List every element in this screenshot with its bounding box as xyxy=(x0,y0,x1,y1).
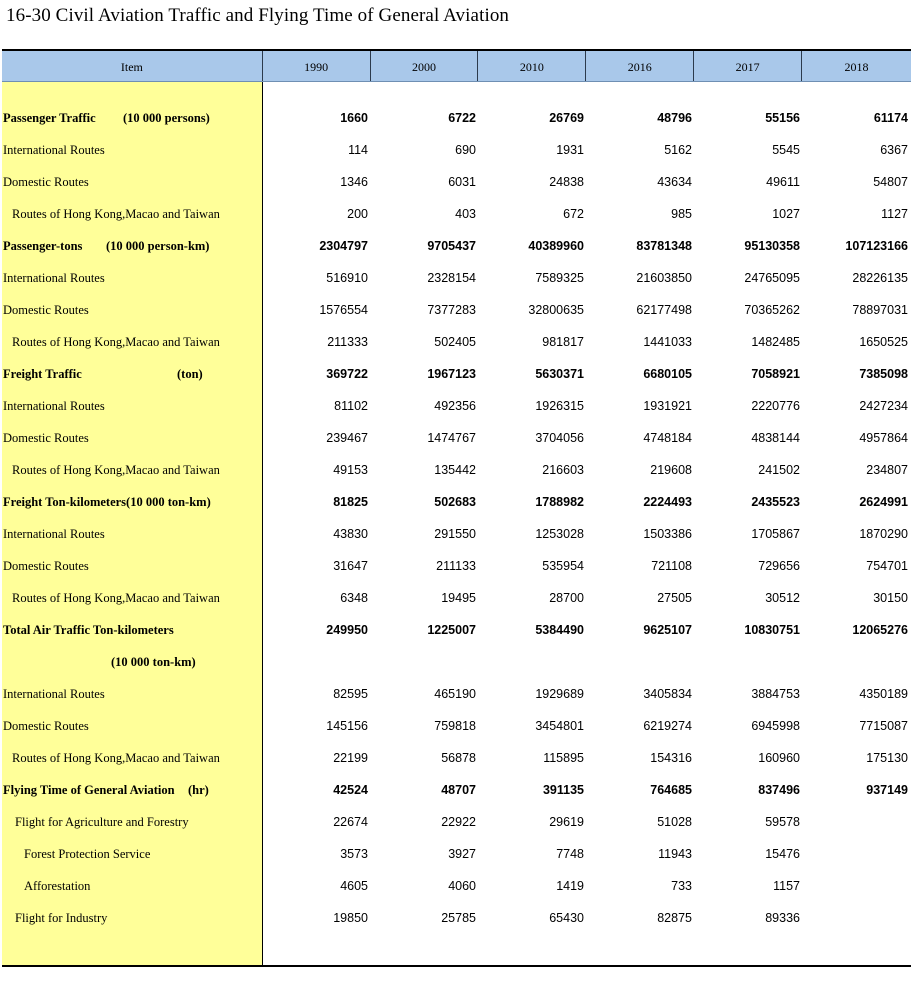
row-label xyxy=(3,134,105,166)
row-label-text: Domestic Routes xyxy=(3,719,89,733)
table-header xyxy=(2,51,911,82)
cell-2000: 6031 xyxy=(448,175,476,189)
table-row xyxy=(2,806,911,838)
cell-2010: 672 xyxy=(563,207,584,221)
cell-2016: 48796 xyxy=(657,111,692,125)
cell-1990: 3573 xyxy=(340,847,368,861)
cell-2010: 1929689 xyxy=(535,687,584,701)
table-row xyxy=(2,134,911,166)
row-label xyxy=(3,614,174,646)
cell-2000: 25785 xyxy=(441,911,476,925)
row-label-text: Flight for Industry xyxy=(15,911,108,925)
cell-2017: 59578 xyxy=(765,815,800,829)
cell-2016: 6680105 xyxy=(643,367,692,381)
cell-2016 xyxy=(592,646,692,678)
row-label-text: Flying Time of General Aviation xyxy=(3,783,175,797)
cell-2016: 154316 xyxy=(650,751,692,765)
cell-2000: 48707 xyxy=(441,783,476,797)
cell-2016: 62177498 xyxy=(636,303,692,317)
cell-2018: 7715087 xyxy=(859,719,908,733)
cell-2010: 1931 xyxy=(556,143,584,157)
cell-2010: 28700 xyxy=(549,591,584,605)
cell-2000: 1474767 xyxy=(427,431,476,445)
row-label xyxy=(24,838,150,870)
row-label-text: Freight Ton-kilometers(10 000 ton-km) xyxy=(3,495,211,509)
row-label-text: (10 000 ton-km) xyxy=(111,655,196,669)
cell-2017: 3884753 xyxy=(751,687,800,701)
cell-2018: 2427234 xyxy=(859,399,908,413)
cell-2000: 211133 xyxy=(436,559,476,573)
table-row xyxy=(2,742,911,774)
cell-1990: 211333 xyxy=(327,335,368,349)
cell-2000: 403 xyxy=(455,207,476,221)
cell-2017: 30512 xyxy=(765,591,800,605)
cell-2018: 54807 xyxy=(873,175,908,189)
cell-2017: 5545 xyxy=(772,143,800,157)
cell-2018 xyxy=(808,870,908,902)
row-label-text: International Routes xyxy=(3,399,105,413)
cell-1990: 369722 xyxy=(326,367,368,381)
row-label-text: Afforestation xyxy=(24,879,91,893)
cell-1990: 516910 xyxy=(326,271,368,285)
header-year-1990: 1990 xyxy=(263,51,371,81)
cell-1990: 82595 xyxy=(333,687,368,701)
row-label-text: International Routes xyxy=(3,527,105,541)
table-row xyxy=(2,358,911,390)
cell-2017: 89336 xyxy=(765,911,800,925)
row-label-text: Domestic Routes xyxy=(3,303,89,317)
row-label-text: Passenger Traffic xyxy=(3,111,96,125)
cell-1990: 19850 xyxy=(333,911,368,925)
cell-2018: 4350189 xyxy=(859,687,908,701)
row-label-text: Domestic Routes xyxy=(3,559,89,573)
cell-2000: 22922 xyxy=(441,815,476,829)
row-label xyxy=(3,262,105,294)
cell-2017: 1705867 xyxy=(751,527,800,541)
cell-2000 xyxy=(376,646,476,678)
row-label-text: Routes of Hong Kong,Macao and Taiwan xyxy=(12,335,220,349)
cell-1990: 1660 xyxy=(340,111,368,125)
cell-2016: 82875 xyxy=(657,911,692,925)
cell-2018 xyxy=(808,838,908,870)
cell-2010: 7748 xyxy=(556,847,584,861)
cell-2000: 56878 xyxy=(441,751,476,765)
cell-2018: 28226135 xyxy=(852,271,908,285)
row-label-text: Routes of Hong Kong,Macao and Taiwan xyxy=(12,751,220,765)
cell-2016: 9625107 xyxy=(643,623,692,637)
cell-2017: 49611 xyxy=(766,175,800,189)
cell-2016: 5162 xyxy=(664,143,692,157)
cell-1990: 200 xyxy=(347,207,368,221)
cell-2000: 502683 xyxy=(434,495,476,509)
row-label xyxy=(3,774,209,806)
cell-1990: 2304797 xyxy=(319,239,368,253)
row-label-text: International Routes xyxy=(3,271,105,285)
cell-2010: 535954 xyxy=(542,559,584,573)
table-row xyxy=(2,486,911,518)
row-label xyxy=(24,870,90,902)
row-label xyxy=(15,806,189,838)
table-row xyxy=(2,198,911,230)
cell-2010: 65430 xyxy=(549,911,584,925)
cell-1990: 145156 xyxy=(326,719,368,733)
row-unit: (10 000 person-km) xyxy=(106,239,210,253)
cell-2010: 24838 xyxy=(549,175,584,189)
cell-2010: 40389960 xyxy=(528,239,584,253)
header-year-2017: 2017 xyxy=(694,51,802,81)
cell-2018: 1870290 xyxy=(859,527,908,541)
cell-2017: 55156 xyxy=(765,111,800,125)
cell-2017: 2435523 xyxy=(751,495,800,509)
cell-2018: 30150 xyxy=(873,591,908,605)
row-label xyxy=(3,678,105,710)
cell-1990: 81102 xyxy=(334,399,368,413)
row-label-text: Domestic Routes xyxy=(3,175,89,189)
cell-2017: 1157 xyxy=(773,879,800,893)
cell-2010: 391135 xyxy=(542,783,584,797)
cell-2017: 241502 xyxy=(758,463,800,477)
table-row xyxy=(2,710,911,742)
cell-2016: 1441033 xyxy=(643,335,692,349)
cell-2016: 219608 xyxy=(650,463,692,477)
cell-2016: 6219274 xyxy=(643,719,692,733)
cell-2017: 1482485 xyxy=(751,335,800,349)
header-year-2016: 2016 xyxy=(586,51,694,81)
cell-2017: 1027 xyxy=(772,207,800,221)
table-row xyxy=(2,582,911,614)
cell-2016: 11943 xyxy=(658,847,692,861)
cell-2018: 234807 xyxy=(866,463,908,477)
row-unit: (ton) xyxy=(177,367,203,381)
cell-1990: 22674 xyxy=(333,815,368,829)
row-label xyxy=(3,230,209,262)
cell-2016: 1931921 xyxy=(643,399,692,413)
cell-2017: 10830751 xyxy=(744,623,800,637)
cell-2010: 5630371 xyxy=(535,367,584,381)
cell-2000: 690 xyxy=(455,143,476,157)
row-label-text: Total Air Traffic Ton-kilometers xyxy=(3,623,174,637)
cell-2016: 27505 xyxy=(657,591,692,605)
row-label-text: Routes of Hong Kong,Macao and Taiwan xyxy=(12,207,220,221)
bottom-rule xyxy=(2,965,911,967)
cell-2018: 78897031 xyxy=(852,303,908,317)
row-label xyxy=(111,646,196,678)
cell-2017: 15476 xyxy=(765,847,800,861)
table-body xyxy=(2,102,911,934)
cell-2016: 4748184 xyxy=(643,431,692,445)
table-row xyxy=(2,646,911,678)
cell-2000: 7377283 xyxy=(427,303,476,317)
row-label xyxy=(15,902,107,934)
cell-2018 xyxy=(808,806,908,838)
cell-2017: 729656 xyxy=(758,559,800,573)
row-label-text: Domestic Routes xyxy=(3,431,89,445)
cell-2000: 3927 xyxy=(448,847,476,861)
row-label xyxy=(3,358,203,390)
cell-2010: 981817 xyxy=(542,335,584,349)
table-row xyxy=(2,230,911,262)
table-row xyxy=(2,390,911,422)
cell-2010: 29619 xyxy=(549,815,584,829)
row-label xyxy=(12,742,220,774)
cell-2017: 70365262 xyxy=(744,303,800,317)
cell-2010: 1253028 xyxy=(535,527,584,541)
cell-2016: 83781348 xyxy=(636,239,692,253)
row-label xyxy=(12,454,220,486)
cell-1990: 1346 xyxy=(340,175,368,189)
table-row xyxy=(2,870,911,902)
row-label xyxy=(3,390,105,422)
cell-2018: 754701 xyxy=(866,559,908,573)
row-label xyxy=(12,198,220,230)
cell-2000: 4060 xyxy=(448,879,476,893)
cell-2010: 1788982 xyxy=(535,495,584,509)
row-label-text: Flight for Agriculture and Forestry xyxy=(15,815,189,829)
cell-2000: 6722 xyxy=(448,111,476,125)
cell-2000: 492356 xyxy=(434,399,476,413)
cell-2017: 160960 xyxy=(758,751,800,765)
cell-2010: 32800635 xyxy=(528,303,584,317)
header-item: Item xyxy=(2,51,263,81)
row-label xyxy=(3,486,211,518)
row-label-text: Routes of Hong Kong,Macao and Taiwan xyxy=(12,463,220,477)
cell-2018: 4957864 xyxy=(859,431,908,445)
header-year-2018: 2018 xyxy=(844,60,869,74)
cell-2010: 5384490 xyxy=(535,623,584,637)
page-title: 16-30 Civil Aviation Traffic and Flying Time of General Aviation xyxy=(6,5,510,26)
table-row xyxy=(2,838,911,870)
cell-2016: 985 xyxy=(671,207,692,221)
cell-2018: 1650525 xyxy=(859,335,908,349)
cell-2018: 6367 xyxy=(880,143,908,157)
cell-2010: 1419 xyxy=(556,879,584,893)
row-label xyxy=(3,550,89,582)
cell-2000: 9705437 xyxy=(427,239,476,253)
cell-2017: 95130358 xyxy=(744,239,800,253)
row-label-text: International Routes xyxy=(3,143,105,157)
cell-2010 xyxy=(484,646,584,678)
cell-2018: 937149 xyxy=(866,783,908,797)
table-row xyxy=(2,262,911,294)
table-row xyxy=(2,422,911,454)
cell-2010: 3454801 xyxy=(535,719,584,733)
cell-2016: 764685 xyxy=(650,783,692,797)
cell-2017: 6945998 xyxy=(751,719,800,733)
row-label xyxy=(3,710,89,742)
cell-2000: 1967123 xyxy=(427,367,476,381)
cell-2018 xyxy=(808,902,908,934)
cell-1990 xyxy=(268,646,368,678)
row-unit: (hr) xyxy=(188,783,209,797)
cell-2016: 51028 xyxy=(657,815,692,829)
cell-2018 xyxy=(808,646,908,678)
cell-2000: 502405 xyxy=(434,335,476,349)
cell-2000: 291550 xyxy=(434,527,476,541)
cell-2000: 2328154 xyxy=(427,271,476,285)
cell-2018: 1127 xyxy=(881,207,908,221)
row-label-text: Passenger-tons xyxy=(3,239,83,253)
row-label xyxy=(12,582,220,614)
table-row xyxy=(2,294,911,326)
table-row xyxy=(2,902,911,934)
cell-1990: 42524 xyxy=(333,783,368,797)
cell-2016: 21603850 xyxy=(636,271,692,285)
table-row xyxy=(2,166,911,198)
cell-2018: 12065276 xyxy=(852,623,908,637)
cell-2018: 2624991 xyxy=(859,495,908,509)
cell-1990: 239467 xyxy=(326,431,368,445)
header-year-2000: 2000 xyxy=(371,51,479,81)
cell-2018: 61174 xyxy=(873,111,908,125)
table-row xyxy=(2,454,911,486)
cell-1990: 114 xyxy=(348,143,368,157)
cell-1990: 4605 xyxy=(340,879,368,893)
cell-2016: 2224493 xyxy=(643,495,692,509)
row-label xyxy=(3,294,89,326)
cell-1990: 1576554 xyxy=(319,303,368,317)
row-label xyxy=(12,326,220,358)
cell-2016: 1503386 xyxy=(643,527,692,541)
table-row xyxy=(2,614,911,646)
table-row xyxy=(2,326,911,358)
table-row xyxy=(2,102,911,134)
cell-1990: 6348 xyxy=(340,591,368,605)
cell-2000: 465190 xyxy=(434,687,476,701)
row-label-text: International Routes xyxy=(3,687,105,701)
header-year-2010: 2010 xyxy=(478,51,586,81)
cell-1990: 22199 xyxy=(333,751,368,765)
cell-2016: 3405834 xyxy=(643,687,692,701)
row-label xyxy=(3,422,89,454)
cell-2010: 26769 xyxy=(549,111,584,125)
cell-2010: 3704056 xyxy=(535,431,584,445)
cell-2010: 115895 xyxy=(543,751,584,765)
cell-1990: 249950 xyxy=(326,623,368,637)
cell-2017 xyxy=(700,646,800,678)
cell-2017: 837496 xyxy=(758,783,800,797)
row-unit: (10 000 persons) xyxy=(123,111,210,125)
cell-2017: 24765095 xyxy=(744,271,800,285)
cell-2010: 1926315 xyxy=(535,399,584,413)
cell-2000: 759818 xyxy=(434,719,476,733)
cell-1990: 49153 xyxy=(333,463,368,477)
row-label xyxy=(3,166,89,198)
cell-2018: 7385098 xyxy=(859,367,908,381)
row-label xyxy=(3,102,210,134)
cell-2017: 4838144 xyxy=(751,431,800,445)
table-row xyxy=(2,774,911,806)
cell-1990: 31647 xyxy=(333,559,368,573)
row-label-text: Forest Protection Service xyxy=(24,847,151,861)
cell-2017: 7058921 xyxy=(751,367,800,381)
row-label xyxy=(3,518,105,550)
row-label-text: Routes of Hong Kong,Macao and Taiwan xyxy=(12,591,220,605)
table-row xyxy=(2,678,911,710)
cell-2016: 721108 xyxy=(651,559,692,573)
row-label-text: Freight Traffic xyxy=(3,367,82,381)
cell-2018: 107123166 xyxy=(845,239,908,253)
cell-1990: 43830 xyxy=(333,527,368,541)
cell-2010: 7589325 xyxy=(535,271,584,285)
cell-2010: 216603 xyxy=(542,463,584,477)
cell-1990: 81825 xyxy=(333,495,368,509)
cell-2017: 2220776 xyxy=(751,399,800,413)
cell-2000: 19495 xyxy=(441,591,476,605)
cell-2000: 1225007 xyxy=(427,623,476,637)
cell-2016: 733 xyxy=(671,879,692,893)
table-row xyxy=(2,518,911,550)
cell-2000: 135442 xyxy=(434,463,476,477)
cell-2016: 43634 xyxy=(657,175,692,189)
table-row xyxy=(2,550,911,582)
cell-2018: 175130 xyxy=(866,751,908,765)
